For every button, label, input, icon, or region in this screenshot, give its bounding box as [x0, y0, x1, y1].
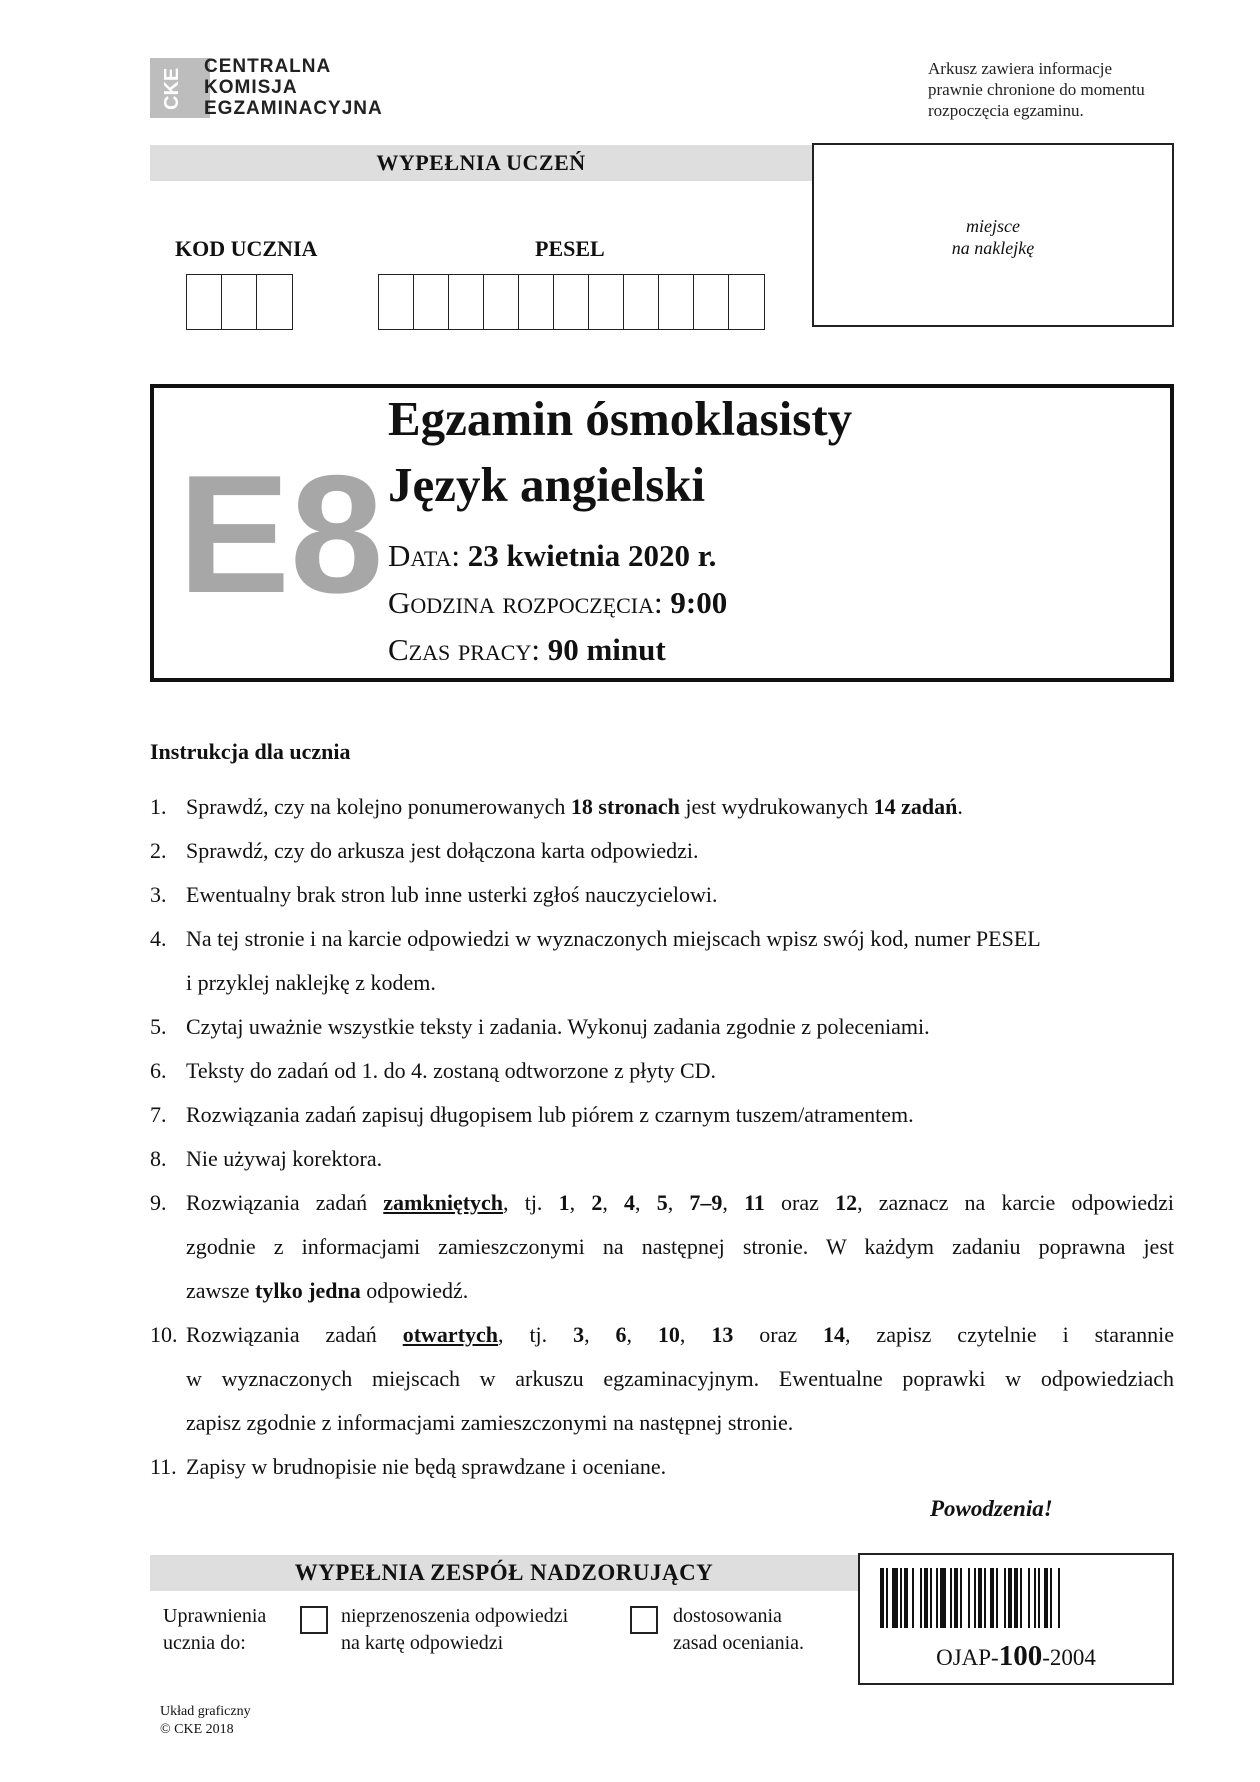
- rights-label: [163, 1603, 266, 1657]
- item-text: Nie używaj korektora.: [186, 1146, 383, 1171]
- item-number: 5.: [150, 1014, 167, 1039]
- barcode-bar: [1008, 1568, 1012, 1628]
- item-text: zawsze tylko jedna odpowiedź.: [186, 1278, 469, 1303]
- date-value: 23 kwietnia 2020 r.: [467, 538, 717, 573]
- rights-line: Uprawnienia: [163, 1605, 267, 1627]
- opt-line: dostosowania: [673, 1605, 782, 1627]
- item-number: 11.: [150, 1454, 177, 1479]
- item-number: 6.: [150, 1058, 167, 1083]
- barcode-bar: [950, 1568, 952, 1628]
- barcode-bar: [900, 1568, 902, 1628]
- barcode-bar: [1014, 1568, 1018, 1628]
- barcode-bar: [880, 1568, 884, 1628]
- good-luck: Powodzenia!: [930, 1496, 1053, 1521]
- barcode-bar: [996, 1568, 998, 1628]
- item-number: 7.: [150, 1102, 167, 1127]
- no-transfer-checkbox[interactable]: [300, 1606, 328, 1634]
- item-number: 10.: [150, 1322, 178, 1347]
- item-text: w wyznaczonych miejscach w arkuszu egzaminacyjnym. Ewentualne poprawki w odpowiedziach: [186, 1366, 1174, 1391]
- item-number: 8.: [150, 1146, 167, 1171]
- barcode-bar: [960, 1568, 962, 1628]
- barcode-bar: [886, 1568, 888, 1628]
- exam-title: Egzamin ósmoklasisty: [388, 391, 853, 446]
- barcode-bar: [974, 1568, 976, 1628]
- opt-line: na kartę odpowiedzi: [341, 1632, 504, 1654]
- adapted-scoring-checkbox[interactable]: [630, 1606, 658, 1634]
- barcode-bar: [930, 1568, 932, 1628]
- sticker-line: miejsce: [966, 216, 1020, 236]
- notice-line: Arkusz zawiera informacje: [928, 59, 1113, 78]
- footer-line: Układ graficzny: [160, 1704, 251, 1719]
- item-text: Zapisy w brudnopisie nie będą sprawdzane i oceniane.: [186, 1454, 667, 1479]
- time-value: 9:00: [670, 585, 728, 620]
- item-text: Sprawdź, czy do arkusza jest dołączona karta odpowiedzi.: [186, 838, 699, 863]
- barcode-bar: [1038, 1568, 1040, 1628]
- barcode-bar: [920, 1568, 922, 1628]
- barcode-bar: [892, 1568, 898, 1628]
- barcode-bar: [1034, 1568, 1036, 1628]
- exam-subject: Język angielski: [388, 457, 706, 512]
- item-number: 1.: [150, 794, 167, 819]
- item-text: Rozwiązania zadań zamkniętych, tj. 1, 2, 4, 5, 7–9, 11 oraz 12, zaznacz na karcie odpowiedzi: [186, 1190, 1175, 1215]
- barcode-bar: [1004, 1568, 1006, 1628]
- opt-line: nieprzenoszenia odpowiedzi: [341, 1605, 569, 1627]
- item-text: Sprawdź, czy na kolejno ponumerowanych 18 stronach jest wydrukowanych 14 zadań.: [186, 794, 963, 819]
- barcode-icon: [880, 1568, 1152, 1628]
- adapted-scoring-label: [673, 1603, 804, 1657]
- barcode-bar: [1020, 1568, 1022, 1628]
- item-number: 2.: [150, 838, 167, 863]
- barcode-bar: [1050, 1568, 1052, 1628]
- code-number: 100: [998, 1640, 1043, 1672]
- code-suffix: -2004: [1042, 1645, 1096, 1670]
- barcode-bar: [912, 1568, 914, 1628]
- logo-line: EGZAMINACYJNA: [204, 98, 383, 119]
- barcode-bar: [984, 1568, 986, 1628]
- pesel-label: PESEL: [535, 236, 605, 261]
- exam-code: [858, 1640, 1174, 1673]
- item-number: 9.: [150, 1190, 167, 1215]
- item-text: zgodnie z informacjami zamieszczonymi na następnej stronie. W każdym zadaniu poprawna jest: [186, 1234, 1174, 1259]
- duration-value: 90 minut: [547, 632, 666, 667]
- barcode-bar: [968, 1568, 970, 1628]
- e8-logo-text: E8: [178, 440, 384, 628]
- item-text: Teksty do zadań od 1. do 4. zostaną odtworzone z płyty CD.: [186, 1058, 717, 1083]
- rights-line: ucznia do:: [163, 1632, 246, 1654]
- date-label: Data:: [388, 538, 461, 573]
- item-number: 4.: [150, 926, 167, 951]
- instructions-list: [150, 0, 1174, 1500]
- student-code-label: KOD UCZNIA: [175, 236, 318, 261]
- opt-line: zasad oceniania.: [673, 1632, 805, 1654]
- barcode-bar: [940, 1568, 946, 1628]
- item-text: Rozwiązania zadań otwartych, tj. 3, 6, 10, 13 oraz 14, zapisz czytelnie i starannie: [186, 1322, 1175, 1347]
- barcode-bar: [924, 1568, 928, 1628]
- notice-line: rozpoczęcia egzaminu.: [928, 101, 1084, 120]
- footer-line: © CKE 2018: [160, 1722, 234, 1737]
- barcode-bar: [936, 1568, 938, 1628]
- item-text: Ewentualny brak stron lub inne usterki zgłoś nauczycielowi.: [186, 882, 718, 907]
- footer: [160, 1703, 251, 1739]
- item-text: i przyklej naklejkę z kodem.: [186, 970, 436, 995]
- logo-line: CENTRALNA: [204, 56, 332, 77]
- logo-mark-text: CKE: [161, 67, 183, 110]
- supervisor-band: WYPEŁNIA ZESPÓŁ NADZORUJĄCY: [150, 1555, 858, 1591]
- notice-line: prawnie chronione do momentu: [928, 80, 1145, 99]
- item-text: Rozwiązania zadań zapisuj długopisem lub piórem z czarnym tuszem/atramentem.: [186, 1102, 914, 1127]
- barcode-bar: [1058, 1568, 1060, 1628]
- code-prefix: OJAP-: [936, 1645, 999, 1670]
- barcode-bar: [990, 1568, 994, 1628]
- logo-line: KOMISJA: [204, 77, 298, 98]
- sticker-line: na naklejkę: [951, 238, 1035, 258]
- item-text: zapisz zgodnie z informacjami zamieszczonymi na następnej stronie.: [186, 1410, 794, 1435]
- item-text: Czytaj uważnie wszystkie teksty i zadania. Wykonuj zadania zgodnie z poleceniami.: [186, 1014, 930, 1039]
- instructions-title: Instrukcja dla ucznia: [150, 739, 351, 764]
- duration-label: Czas pracy:: [388, 632, 540, 667]
- student-band: WYPEŁNIA UCZEŃ: [150, 145, 812, 181]
- item-number: 3.: [150, 882, 167, 907]
- barcode-bar: [1044, 1568, 1048, 1628]
- barcode-bar: [954, 1568, 958, 1628]
- barcode-bar: [1028, 1568, 1030, 1628]
- item-text: Na tej stronie i na karcie odpowiedzi w wyznaczonych miejscach wpisz swój kod, numer PESEL: [186, 926, 1041, 951]
- barcode-bar: [978, 1568, 982, 1628]
- barcode-bar: [904, 1568, 908, 1628]
- no-transfer-label: [341, 1603, 568, 1657]
- time-label: Godzina rozpoczęcia:: [388, 585, 663, 620]
